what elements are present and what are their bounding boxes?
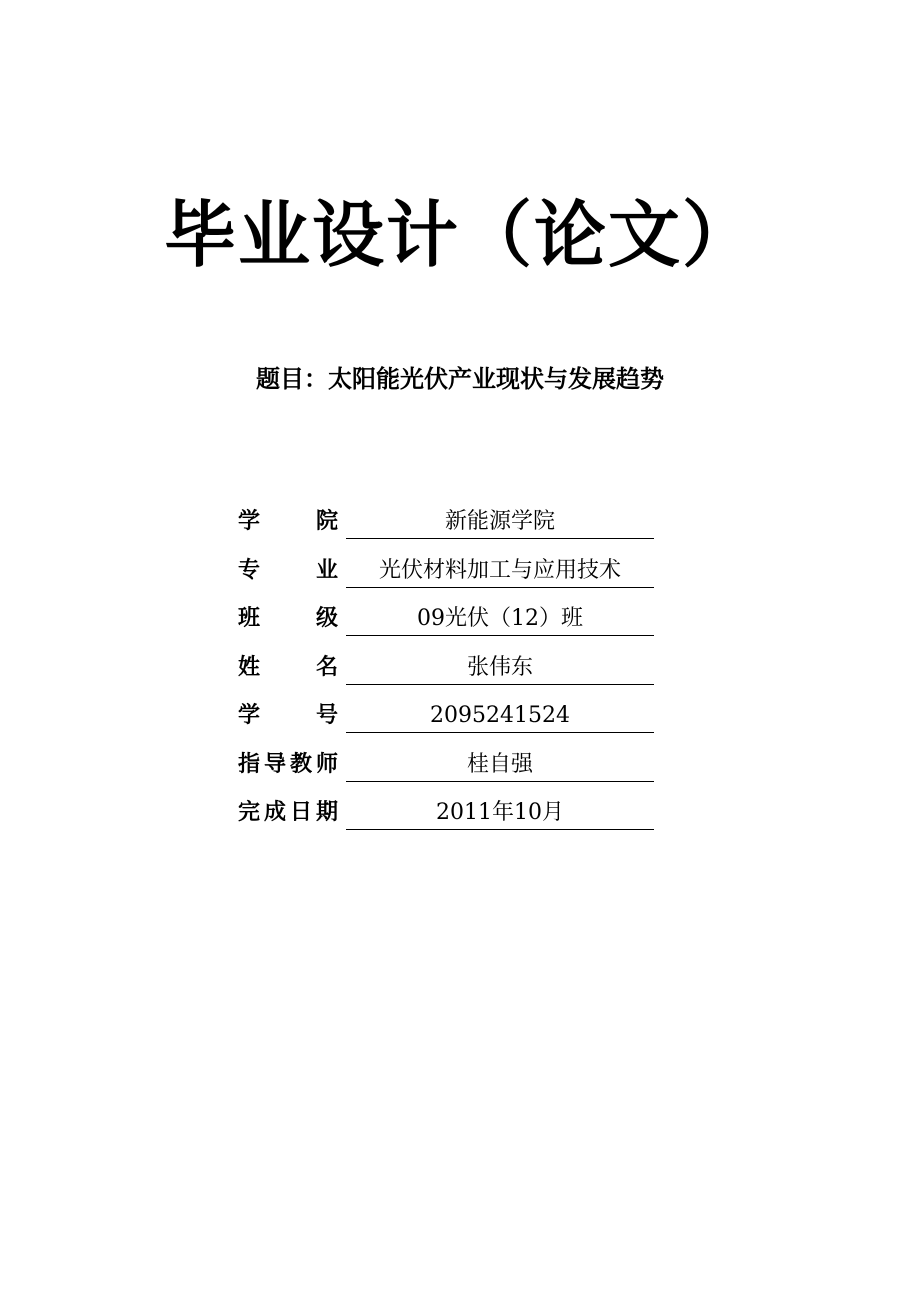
- class-label: 班级: [238, 606, 338, 631]
- info-row-name: [238, 650, 668, 699]
- name-label: 姓名: [238, 654, 338, 680]
- student-id-label: 学号: [238, 703, 338, 728]
- info-row-student-id: [238, 698, 668, 747]
- advisor-value: 桂自强: [346, 747, 654, 782]
- info-row-completion-date: [238, 795, 668, 844]
- major-label: 专业: [238, 557, 338, 583]
- cover-info-table: [238, 504, 668, 844]
- student-id-value: 2095241524: [346, 698, 654, 733]
- name-value: 张伟东: [346, 650, 654, 685]
- info-row-major: [238, 553, 668, 602]
- topic-value: 太阳能光伏产业现状与发展趋势: [328, 365, 664, 393]
- document-title: 毕业设计（论文）: [163, 193, 756, 277]
- advisor-label: 指导教师: [238, 751, 338, 777]
- topic-label: 题目：: [256, 365, 328, 393]
- completion-date-label: 完成日期: [238, 800, 338, 825]
- info-row-advisor: [238, 747, 668, 796]
- info-row-class: [238, 601, 668, 650]
- college-value: 新能源学院: [346, 504, 654, 539]
- college-label: 学院: [238, 509, 338, 534]
- info-row-college: [238, 504, 668, 553]
- major-value: 光伏材料加工与应用技术: [346, 553, 654, 588]
- completion-date-value: 2011年10月: [346, 795, 654, 830]
- thesis-topic: [0, 362, 920, 396]
- class-value: 09光伏（12）班: [346, 601, 654, 636]
